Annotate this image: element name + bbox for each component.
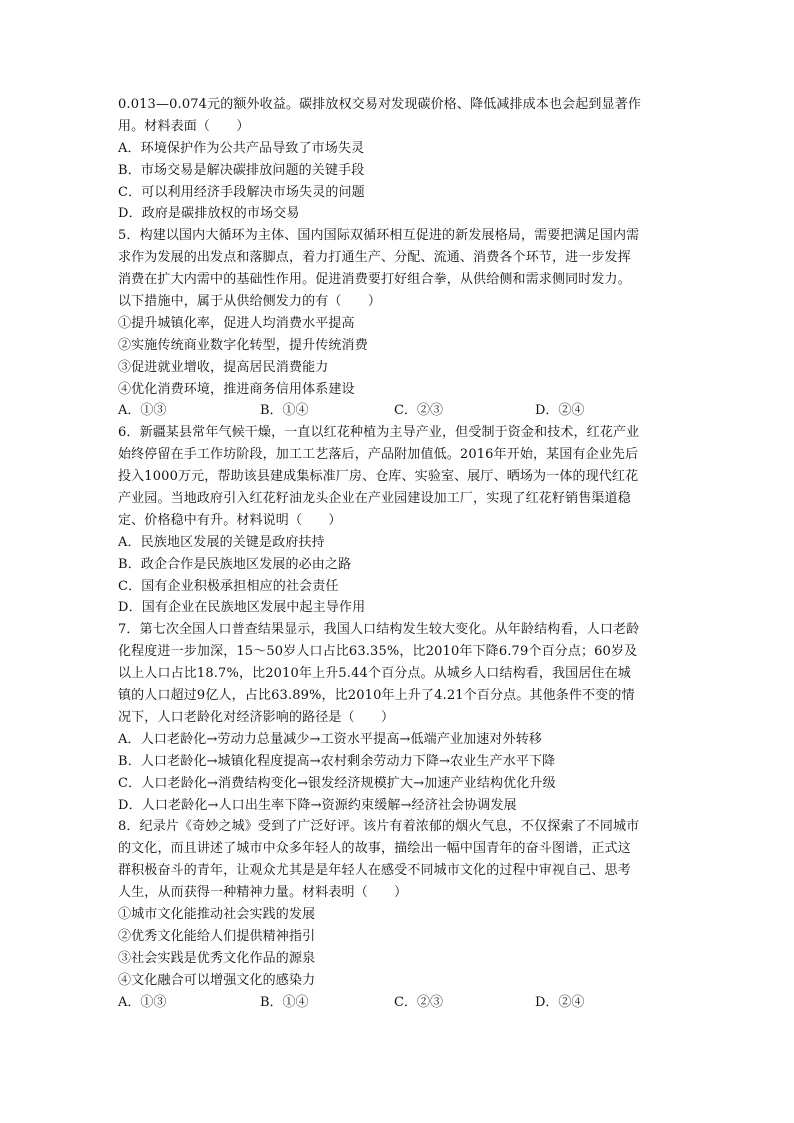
question-text-line: 以上人口占比18.7%，比2010年上升5.44个百分点。从城乡人口结构看，我国居住在城 (118, 666, 631, 682)
option-d: D．国有企业在民族地区发展中起主导作用 (118, 600, 366, 616)
question-text-line: 投入1000万元，帮助该县建成集标准厂房、仓库、实验室、展厅、晒场为一体的现代红花 (118, 469, 639, 485)
option-d: D．人口老龄化→人口出生率下降→资源约束缓解→经济社会协调发展 (118, 797, 517, 813)
question-text-line: 镇的人口超过9亿人，占比63.89%，比2010年上升了4.21个百分点。其他条件不变的情 (118, 688, 635, 704)
question-text-line: 化程度进一步加深，15～50岁人口占比63.35%，比2010年下降6.79个百分点；60岁及 (118, 644, 638, 660)
question-text-line: 的文化，而且讲述了城市中众多年轻人的故事，描绘出一幅中国青年的奋斗图谱，正式这 (118, 841, 631, 857)
option-a: A．人口老龄化→劳动力总量减少→工资水平提高→低端产业加速对外转移 (118, 731, 543, 747)
exam-page (118, 94, 678, 1013)
question-text-line: 消费在扩大内需中的基础性作用。促进消费要打好组合拳，从供给侧和需求侧同时发力。 (118, 272, 631, 288)
question-text-line: 产业园。当地政府引入红花籽油龙头企业在产业园建设加工厂，实现了红花籽销售渠道稳 (118, 491, 631, 507)
question-text-line: 况下，人口老龄化对经济影响的路径是（ ） (118, 709, 395, 725)
question-text-line: 5．构建以国内大循环为主体、国内国际双循环相互促进的新发展格局，需要把满足国内需 (118, 228, 640, 244)
question-text-line: 8．纪录片《奇妙之城》受到了广泛好评。该片有着浓郁的烟火气息，不仅探索了不同城市 (118, 819, 640, 835)
question-text-line: 用。材料表面（ ） (118, 118, 250, 134)
question-text-line: 始终停留在手工作坊阶段，加工工艺落后，产品附加值低。2016年开始，某国有企业先后 (118, 447, 639, 463)
choice-c: C．②③ (394, 994, 443, 1010)
statement-4: ④文化融合可以增强文化的感染力 (118, 972, 316, 988)
question-4 (118, 94, 678, 225)
question-text-line: 定、价格稳中有升。材料说明（ ） (118, 512, 342, 528)
option-c: C．人口老龄化→消费结构变化→银发经济规模扩大→加速产业结构优化升级 (118, 775, 556, 791)
statement-1: ①提升城镇化率，促进人均消费水平提高 (118, 315, 355, 331)
choice-d: D．②④ (535, 403, 585, 419)
option-b: B．市场交易是解决碳排放问题的关键手段 (118, 162, 365, 178)
question-text-line: 求作为发展的出发点和落脚点，着力打通生产、分配、流通、消费各个环节，进一步发挥 (118, 250, 631, 266)
question-7 (118, 619, 678, 816)
question-text-line: 0.013—0.074元的额外收益。碳排放权交易对发现碳价格、降低减排成本也会起到显著作 (118, 97, 642, 112)
choice-row (118, 992, 678, 1014)
choice-a: A．①③ (118, 403, 167, 419)
choice-b: B．①④ (260, 994, 309, 1010)
choice-c: C．②③ (394, 403, 443, 419)
option-b: B．人口老龄化→城镇化程度提高→农村剩余劳动力下降→农业生产水平下降 (118, 753, 556, 769)
statement-1: ①城市文化能推动社会实践的发展 (118, 906, 316, 922)
question-text-line: 群积极奋斗的青年，让观众尤其是是年轻人在感受不同城市文化的过程中审视自己、思考 (118, 863, 631, 879)
choice-b: B．①④ (260, 403, 309, 419)
statement-2: ②实施传统商业数字化转型，提升传统消费 (118, 337, 368, 353)
question-5 (118, 225, 678, 422)
question-text-line: 6．新疆某县常年气候干燥，一直以红花种植为主导产业，但受制于资金和技术，红花产业 (118, 425, 640, 441)
statement-2: ②优秀文化能给人们提供精神指引 (118, 928, 316, 944)
choice-a: A．①③ (118, 994, 167, 1010)
statement-4: ④优化消费环境，推进商务信用体系建设 (118, 381, 355, 397)
statement-3: ③社会实践是优秀文化作品的源泉 (118, 950, 316, 966)
statement-3: ③促进就业增收，提高居民消费能力 (118, 359, 329, 375)
option-c: C．可以利用经济手段解决市场失灵的问题 (118, 184, 365, 200)
question-text-line: 7．第七次全国人口普查结果显示，我国人口结构发生较大变化。从年龄结构看，人口老龄 (118, 622, 640, 638)
option-b: B．政企合作是民族地区发展的必由之路 (118, 556, 352, 572)
option-a: A．民族地区发展的关键是政府扶持 (118, 534, 325, 550)
choice-d: D．②④ (535, 994, 585, 1010)
question-8 (118, 816, 678, 1013)
question-6 (118, 422, 678, 619)
option-a: A．环境保护作为公共产品导致了市场失灵 (118, 140, 365, 156)
option-c: C．国有企业积极承担相应的社会责任 (118, 578, 339, 594)
option-d: D．政府是碳排放权的市场交易 (118, 206, 300, 222)
question-text-line: 人生，从而获得一种精神力量。材料表明（ ） (118, 885, 408, 901)
choice-row (118, 400, 678, 422)
question-text-line: 以下措施中，属于从供给侧发力的有（ ） (118, 294, 382, 310)
